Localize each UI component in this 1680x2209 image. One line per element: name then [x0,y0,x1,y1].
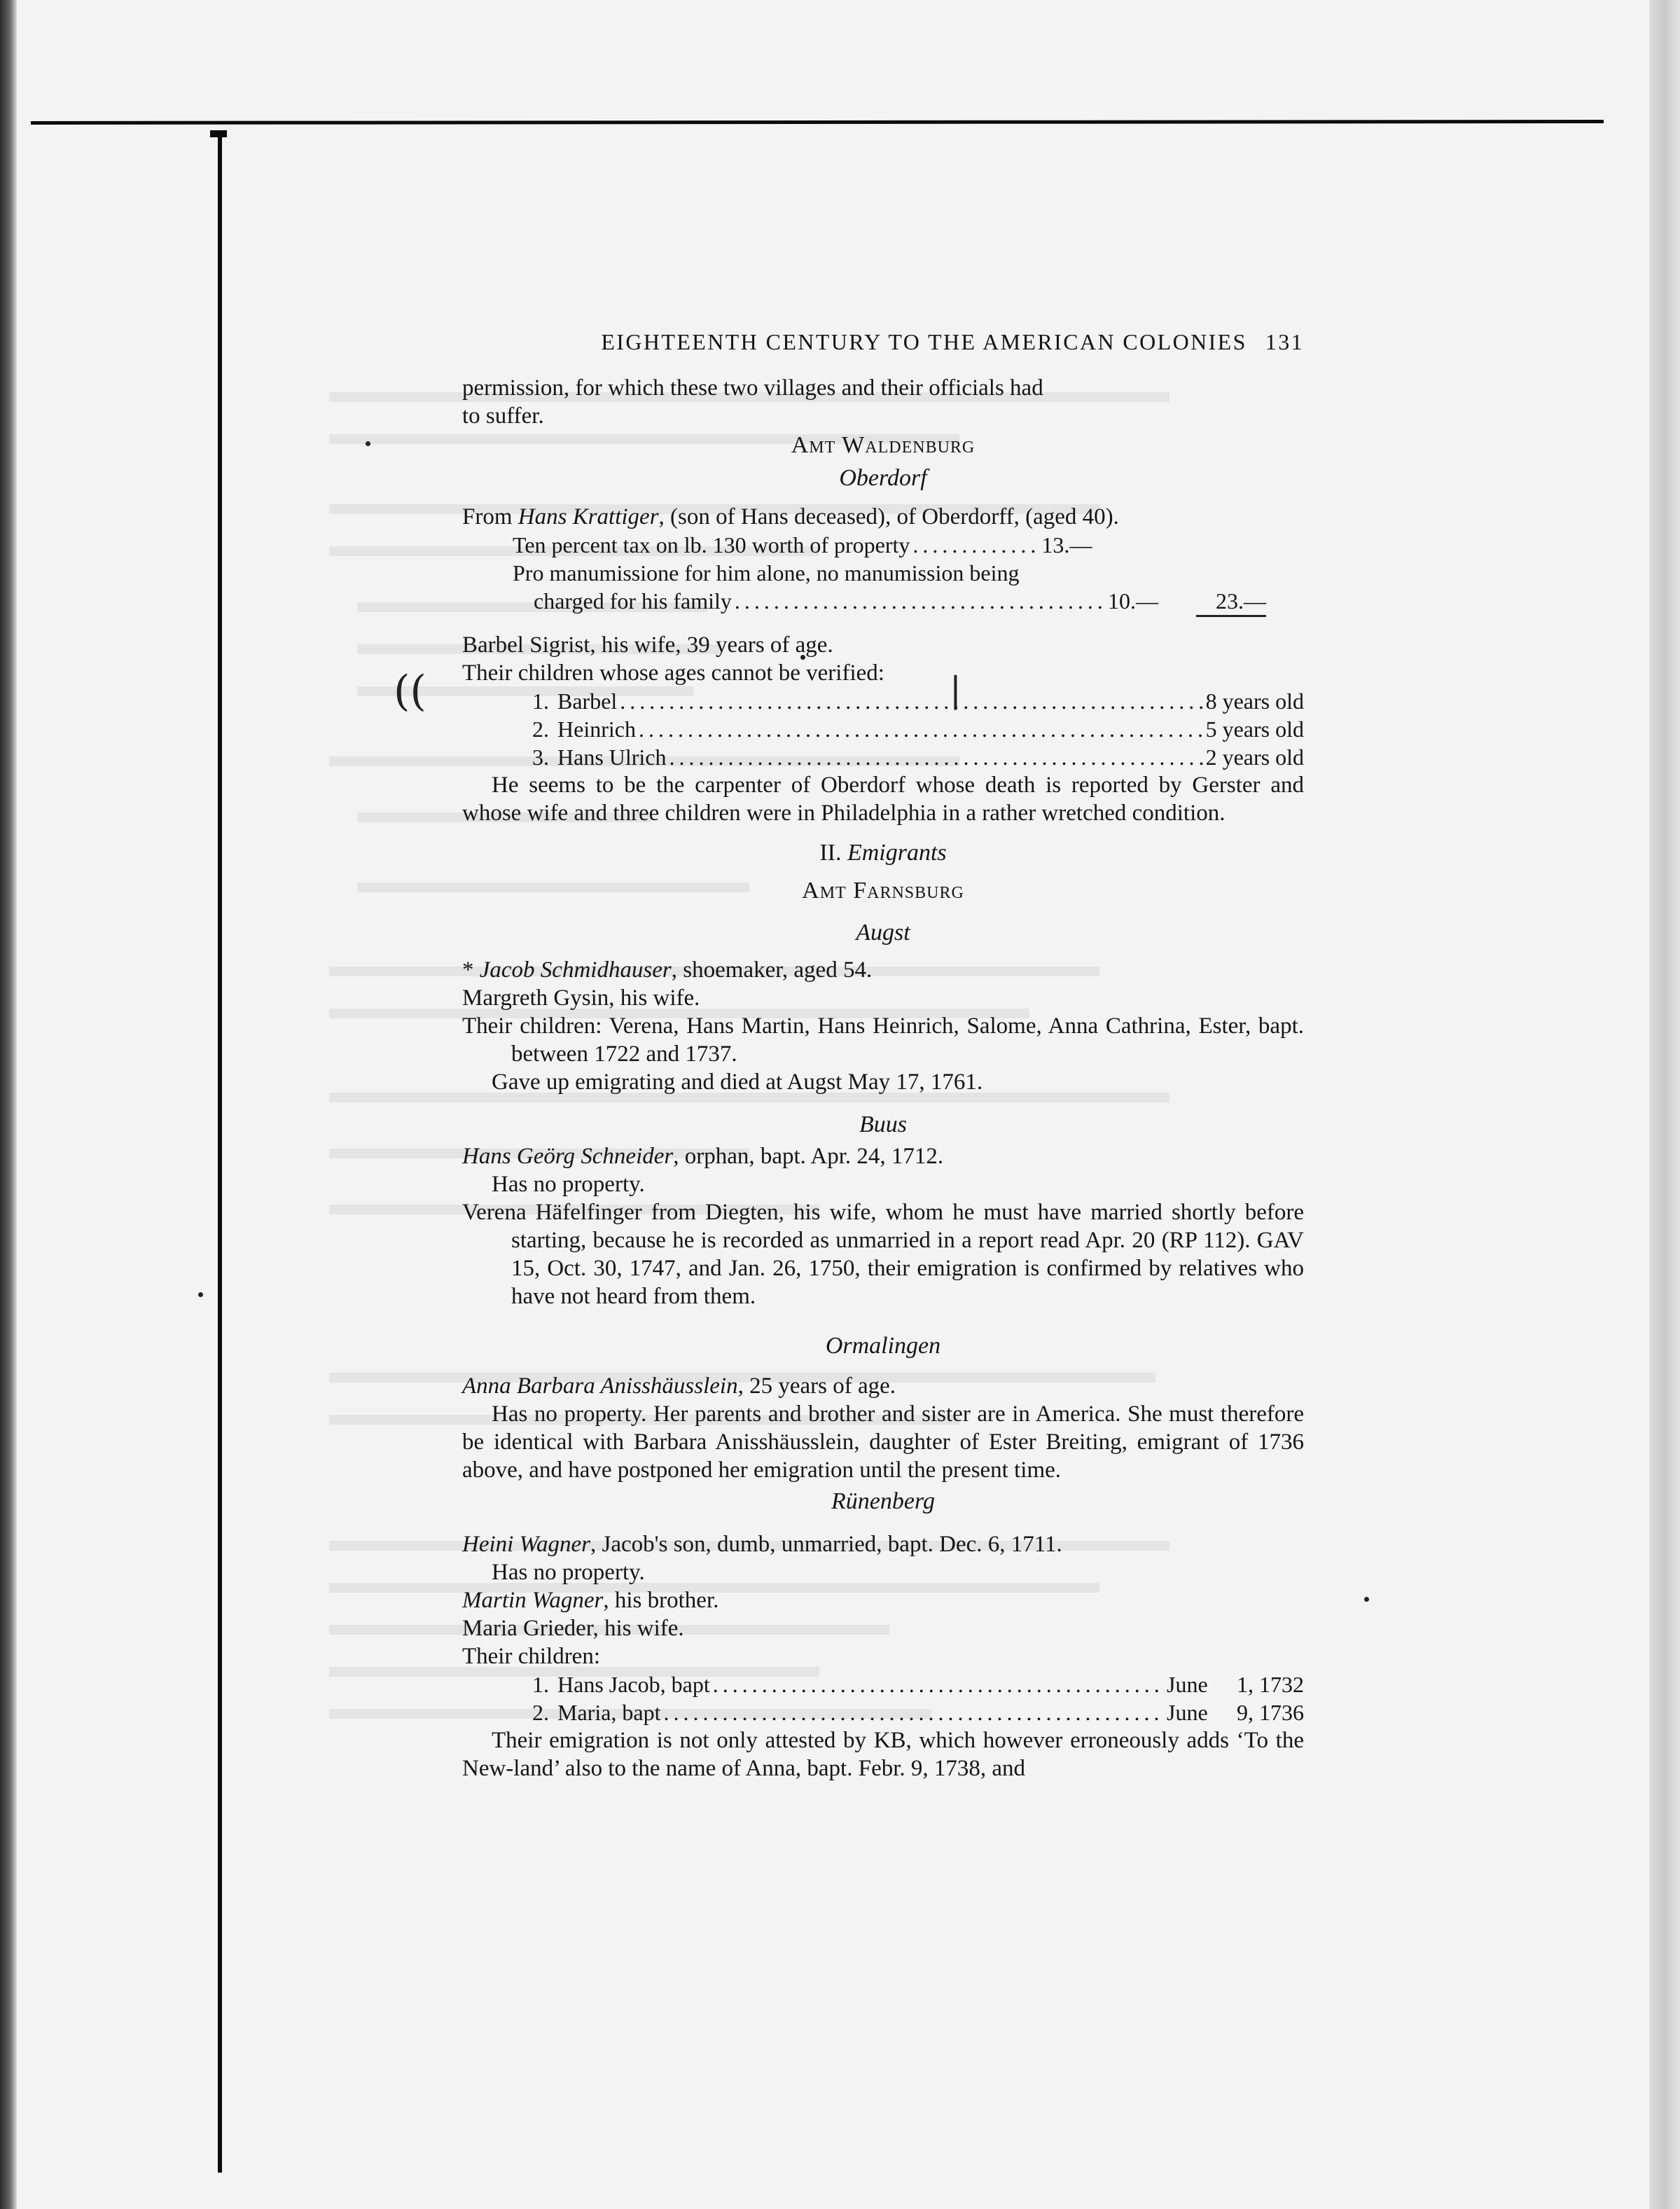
top-rule [31,120,1604,125]
person-name: Martin Wagner [462,1588,604,1613]
note-paragraph: Their emigration is not only attested by KB, which however erroneously adds ‘To the New-land’ also to the name of Anna, bapt. Febr. 9, 1738, and [462,1728,1304,1781]
children-intro: Their children whose ages cannot be verified: [462,660,884,686]
child-row: 2. Maria, bapt ..... June 9, 1736 [462,1698,1304,1726]
place-heading: Oberdorf [839,465,927,491]
stray-dot [198,1292,203,1297]
place-heading: Ormalingen [825,1333,941,1359]
entry-line: * Jacob Schmidhauser, shoemaker, aged 54. [462,957,873,983]
place-heading: Rünenberg [831,1488,935,1514]
entry-line: Heini Wagner, Jacob's son, dumb, unmarried, bapt. Dec. 6, 1711. [462,1532,1062,1557]
child-row: 3. Hans Ulrich ..... 2 years old [462,743,1304,771]
child-row: 2. Heinrich ..... 5 years old [462,715,1304,743]
entry-line: From Hans Krattiger, (son of Hans deceased), of Oberdorff, (aged 40). [462,504,1119,529]
page-body [462,329,1304,1782]
manumission-amount: 10.— [1108,588,1158,614]
tax-line: Ten percent tax on lb. 130 worth of property ..... 13.— [462,531,1304,559]
wife-line: Barbel Sigrist, his wife, 39 years of age. [462,632,833,658]
note-paragraph: He seems to be the carpenter of Oberdorf whose death is reported by Gerster and whose wife and three children were in Philadelphia in a rather wretched condition. [462,773,1304,826]
person-name: Hans Krattiger [518,504,659,529]
place-heading: Buus [859,1112,907,1137]
manumission-line: Pro manumissione for him alone, no manumission being [513,560,1020,586]
running-head-title: EIGHTEENTH CENTURY TO THE AMERICAN COLONIES [601,329,1247,354]
intro-line: permission, for which these two villages and their officials had [462,375,1043,401]
page-number: 131 [1265,329,1304,354]
note-line: Gave up emigrating and died at Augst May 17, 1761. [492,1069,983,1095]
entry-line: Anna Barbara Anisshäusslein, 25 years of age. [462,1373,896,1399]
running-head [462,329,1304,368]
total-amount: 23.— [1196,587,1266,617]
bracket-mark-right: | [950,670,962,710]
children-line: Their children: Verena, Hans Martin, Hans Heinrich, Salome, Anna Cathrina, Ester, bapt. between 1722 and 1737. [462,1013,1304,1067]
section-heading-amt: Amt Farnsburg [802,878,964,903]
note-paragraph: Has no property. Her parents and brother and sister are in America. She must therefore be identical with Barbara Anisshäusslein, daughter of Ester Breiting, emigrant of 1736 above, and have postponed her emigration until the present time. [462,1401,1304,1483]
tax-amount: 13.— [1041,532,1092,558]
person-name: Jacob Schmidhauser [479,957,672,983]
child-row: 1. Barbel ..... 8 years old [462,687,1304,715]
note-line: Has no property. [492,1560,645,1585]
manumission-line: charged for his family ..... 10.— 23.— [462,587,1304,617]
stray-dot [1364,1597,1369,1602]
entry-line: Martin Wagner, his brother. [462,1588,719,1613]
left-rule [218,134,222,2173]
person-name: Heini Wagner [462,1532,591,1557]
stray-dot [366,441,370,446]
intro-line: to suffer. [462,403,544,429]
child-row: 1. Hans Jacob, bapt ..... June 1, 1732 [462,1670,1304,1698]
person-name: Hans Geörg Schneider [462,1144,674,1169]
place-heading: Augst [856,920,910,946]
wife-line: Maria Grieder, his wife. [462,1616,684,1641]
bracket-mark-left: (( [394,667,426,716]
person-name: Anna Barbara Anisshäusslein [462,1373,738,1399]
scan-right-edge [1649,0,1680,2209]
wife-paragraph: Verena Häfelfinger from Diegten, his wife, whom he must have married shortly before starting, because he is recorded as unmarried in a report read Apr. 20 (RP 112). GAV 15, Oct. 30, 1747, and Jan. 26, 1750, their emigration is confirmed by relatives who have not heard from them. [462,1200,1304,1309]
wife-line: Margreth Gysin, his wife. [462,985,700,1011]
entry-line: Hans Geörg Schneider, orphan, bapt. Apr. 24, 1712. [462,1144,944,1169]
note-line: Has no property. [492,1172,645,1197]
section-heading-amt: Amt Waldenburg [791,432,976,458]
section-heading-emigrants: II. Emigrants [819,840,947,866]
children-intro: Their children: [462,1644,601,1669]
scan-left-edge [0,0,17,2209]
